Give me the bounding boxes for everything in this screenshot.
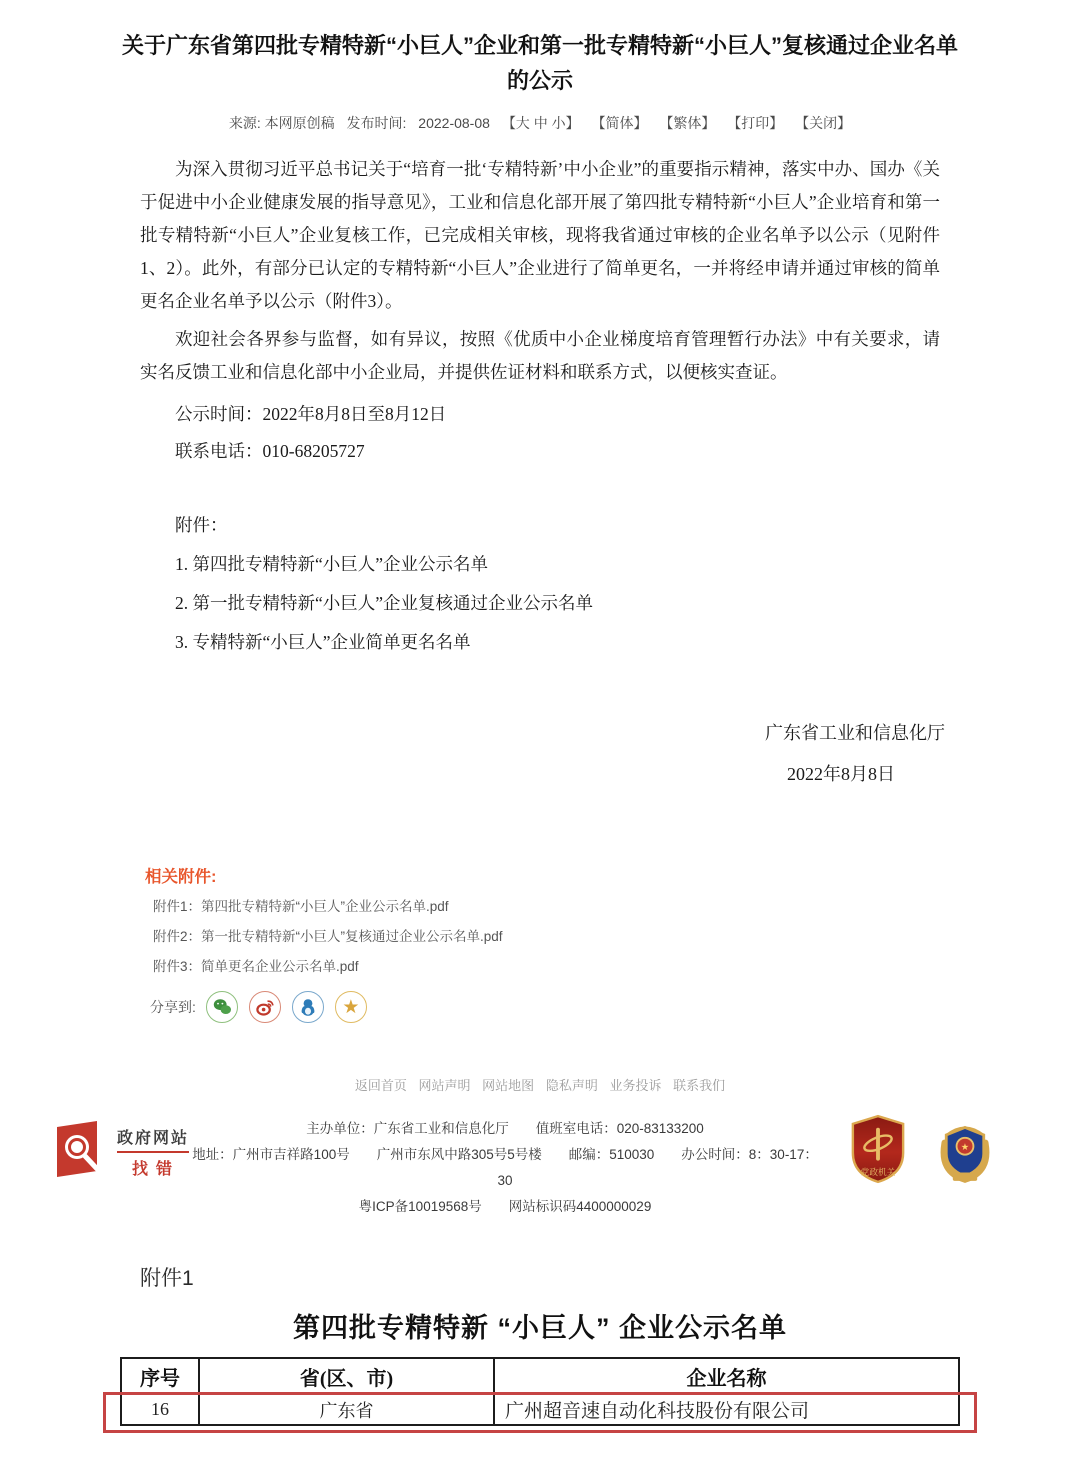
nav-sitemap[interactable]: 网站地图 (482, 1078, 535, 1093)
police-badge[interactable] (935, 1114, 995, 1189)
footer-info (189, 1116, 821, 1220)
footer-badges (821, 1114, 995, 1189)
nav-complaint[interactable]: 业务投诉 (609, 1078, 662, 1093)
qq-share-icon[interactable] (292, 991, 324, 1023)
nav-home[interactable]: 返回首页 (354, 1078, 407, 1093)
annex-document (0, 1262, 1080, 1426)
attachment-item-2: 2. 第一批专精特新“小巨人”企业复核通过企业公示名单 (175, 593, 594, 613)
weibo-share-icon[interactable] (249, 991, 281, 1023)
nav-statement[interactable]: 网站声明 (418, 1078, 471, 1093)
page-title: 关于广东省第四批专精特新“小巨人”企业和第一批专精特新“小巨人”复核通过企业名单的公示 (121, 33, 958, 93)
footer-nav (0, 1075, 1080, 1094)
announcement-page (0, 28, 1080, 1426)
svg-text:★: ★ (960, 1141, 970, 1152)
source-label: 来源: 本网原创稿 (228, 115, 335, 131)
header-province: 省(区、市) (199, 1358, 494, 1394)
footer-main (0, 1114, 1080, 1220)
signature-org: 广东省工业和信息化厅 (765, 723, 945, 743)
print-button[interactable]: 【打印】 (727, 115, 784, 131)
paragraph-1: 为深入贯彻习近平总书记关于“培育一批‘专精特新’中小企业”的重要指示精神，落实中办、国办《关于促进中小企业健康发展的指导意见》，工业和信息化部开展了第四批专精特新“小巨人”企业培育和第一批专精特新“小巨人”企业复核工作，已完成相关审核，现将我省通过审核的企业名单予以公示（见附件1、2）。此外，有部分已认定的专精特新“小巨人”企业进行了简单更名，一并将经申请并通过审核的简单更名企业名单予以公示（附件3）。 (140, 159, 940, 311)
gov-site-error-report-logo[interactable] (55, 1119, 189, 1185)
related-link-2-label: 附件2： (153, 929, 202, 944)
cell-company: 广州超音速自动化科技股份有限公司 (494, 1394, 959, 1425)
gov-error-logo-line2: 找错 (132, 1161, 181, 1178)
cell-province: 广东省 (199, 1394, 494, 1425)
nav-contact[interactable]: 联系我们 (673, 1078, 726, 1093)
annex-table-title: 第四批专精特新 “小巨人” 企业公示名单 (292, 1313, 787, 1343)
gov-error-logo-line1: 政府网站 (117, 1125, 189, 1153)
article-meta (0, 113, 1080, 133)
related-link-1-file[interactable]: 第四批专精特新“小巨人”企业公示名单.pdf (201, 899, 449, 914)
qzone-star-glyph: ★ (342, 996, 360, 1018)
signature-block (0, 717, 1080, 791)
pubtime-label: 发布时间: (346, 115, 407, 131)
header-company: 企业名称 (494, 1358, 959, 1394)
annex-table-data-row (121, 1394, 959, 1425)
related-link-1[interactable] (153, 897, 1080, 917)
attachment-item-1: 1. 第四批专精特新“小巨人”企业公示名单 (175, 554, 489, 574)
party-gov-badge-text: 党政机关 (860, 1167, 896, 1178)
attachment-item-3: 3. 专精特新“小巨人”企业简单更名名单 (175, 632, 471, 652)
pubtime-value: 2022-08-08 (418, 115, 490, 131)
font-size-buttons[interactable]: 【大 中 小】 (501, 115, 580, 131)
signature-date: 2022年8月8日 (787, 764, 895, 784)
paragraph-2: 欢迎社会各界参与监督，如有异议，按照《优质中小企业梯度培育管理暂行办法》中有关要求，请实名反馈工业和信息化部中小企业局，并提供佐证材料和联系方式，以便核实查证。 (140, 329, 940, 382)
related-link-2[interactable] (153, 927, 1080, 947)
related-link-3[interactable] (153, 957, 1080, 977)
related-attachments (145, 863, 1080, 1023)
annex-table-header-row (121, 1358, 959, 1394)
cell-serial: 16 (121, 1394, 199, 1425)
traditional-button[interactable]: 【繁体】 (659, 115, 716, 131)
article-body (140, 153, 940, 659)
footer-info-line2: 地址：广州市吉祥路100号 广州市东风中路305号5号楼 邮编：510030 办公时间：8：30-17：30 (192, 1147, 818, 1188)
simplified-button[interactable]: 【简体】 (591, 115, 648, 131)
qzone-share-icon[interactable] (335, 991, 367, 1023)
gov-error-logo-text (117, 1125, 189, 1179)
nav-privacy[interactable]: 隐私声明 (545, 1078, 598, 1093)
contact-phone: 联系电话：010-68205727 (175, 441, 365, 461)
related-link-2-file[interactable]: 第一批专精特新“小巨人”复核通过企业公示名单.pdf (201, 929, 503, 944)
share-label: 分享到: (150, 999, 196, 1015)
annex-label: 附件1 (140, 1267, 194, 1290)
annex-table (120, 1357, 960, 1426)
footer-info-line1: 主办单位：广东省工业和信息化厅 值班室电话：020-83133200 (306, 1121, 704, 1136)
related-heading: 相关附件: (145, 868, 217, 886)
related-link-3-file[interactable]: 简单更名企业公示名单.pdf (201, 959, 359, 974)
wechat-share-icon[interactable] (206, 991, 238, 1023)
magnifier-flag-icon (55, 1119, 111, 1185)
close-button[interactable]: 【关闭】 (795, 115, 852, 131)
annex-table-wrap (120, 1357, 960, 1426)
header-serial: 序号 (121, 1358, 199, 1394)
party-gov-badge[interactable] (849, 1114, 907, 1189)
notice-time: 公示时间：2022年8月8日至8月12日 (175, 404, 447, 424)
related-link-3-label: 附件3： (153, 959, 202, 974)
footer-info-line3: 粤ICP备10019568号 网站标识码4400000029 (358, 1199, 652, 1214)
attachments-label: 附件： (175, 515, 228, 535)
related-link-1-label: 附件1： (153, 899, 202, 914)
share-row (150, 991, 1080, 1023)
